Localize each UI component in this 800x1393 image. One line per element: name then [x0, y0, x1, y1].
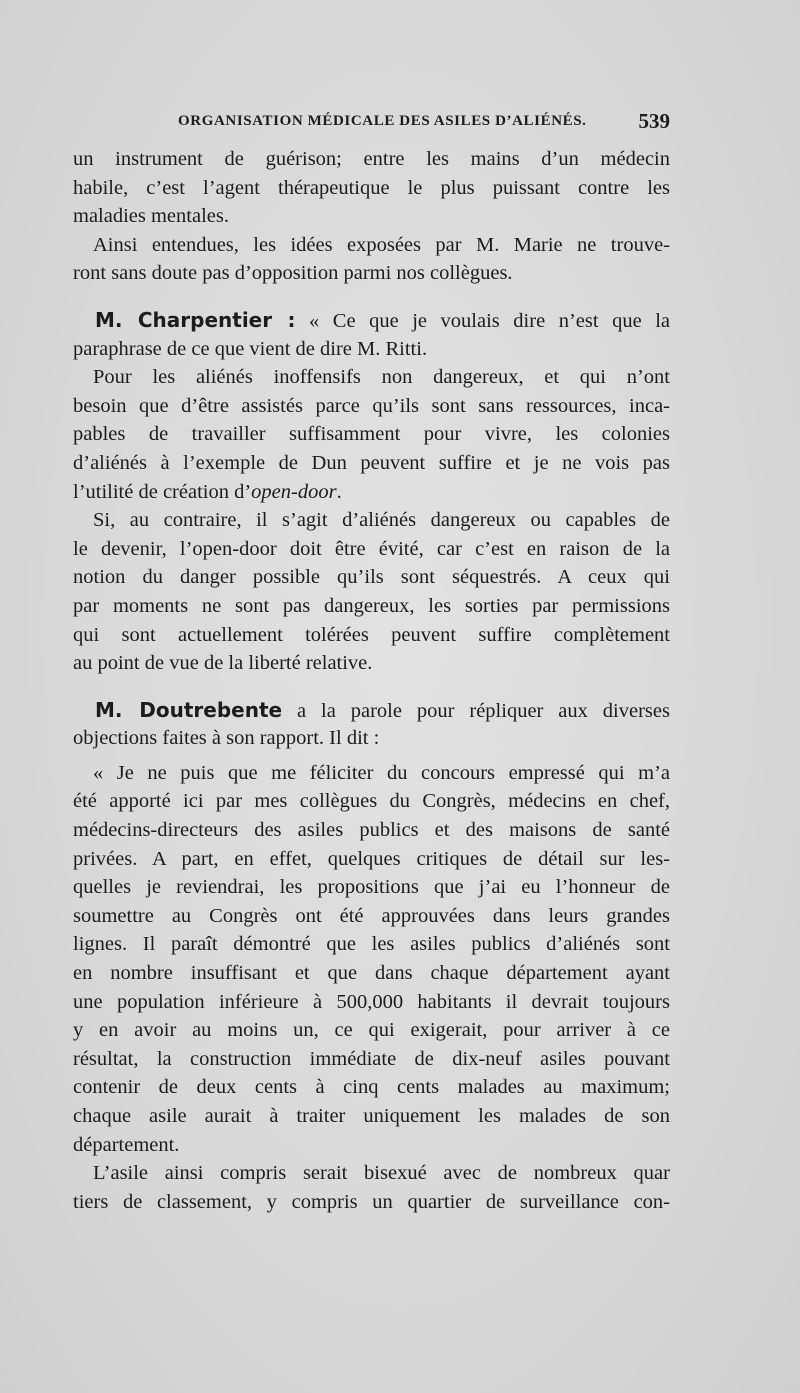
text-line: privées. A part, en effet, quelques critiques de détail sur les-: [73, 847, 670, 870]
paragraph: [73, 145, 670, 231]
text-line: objections faites à son rapport. Il dit :: [73, 727, 380, 750]
line-text: .: [336, 480, 342, 503]
text-line: soumettre au Congrès ont été approuvées dans leurs grandes: [73, 904, 670, 927]
text-line: notion du danger possible qu’ils sont séquestrés. A ceux qui: [73, 566, 670, 589]
paragraph: [73, 759, 670, 1159]
text-line: Pour les aliénés inoffensifs non dangereux, et qui n’ont: [93, 366, 670, 389]
text-line: lignes. Il paraît démontré que les asiles publics d’aliénés sont: [73, 933, 670, 956]
line-text: a la parole pour répliquer aux diverses: [297, 699, 670, 722]
text-line: chaque asile aurait à traiter uniquement les malades de son: [73, 1105, 670, 1127]
section-gap: [73, 678, 670, 696]
text-line: en nombre insuffisant et que dans chaque département ayant: [73, 962, 670, 985]
text-line: [73, 696, 670, 725]
text-line: quelles je reviendrai, les propositions que j’ai eu l’honneur de: [73, 876, 670, 899]
text-line: [73, 306, 670, 335]
paragraph: [73, 1159, 670, 1216]
text-line: d’aliénés à l’exemple de Dun peuvent suffire et je ne vois pas: [73, 451, 670, 474]
speaker-name: M. Charpentier :: [95, 307, 296, 332]
text-line: L’asile ainsi compris serait bisexué avec de nombreux quar: [93, 1162, 670, 1185]
text-line: pables de travailler suffisamment pour vivre, les colonies: [73, 423, 670, 446]
text-line: département.: [73, 1133, 180, 1156]
text-line: ront sans doute pas d’opposition parmi nos collègues.: [73, 262, 513, 285]
text-line: y en avoir au moins un, ce qui exigerait, pour arriver à ce: [73, 1019, 670, 1042]
running-head: [178, 109, 670, 135]
speaker-name: M. Doutrebente: [95, 697, 283, 722]
text-line: un instrument de guérison; entre les mains d’un médecin: [73, 148, 670, 170]
speaker-paragraph-doutrebente: [73, 696, 670, 753]
line-text: « Ce que je voulais dire n’est que la: [309, 309, 671, 332]
text-line: contenir de deux cents à cinq cents malades au maximum;: [73, 1076, 670, 1099]
text-line: « Je ne puis que me féliciter du concours empressé qui m’a: [93, 761, 670, 784]
text-line: une population inférieure à 500,000 habitants il devrait toujours: [73, 990, 670, 1013]
italic-term: open-door: [251, 480, 337, 503]
paragraph: [73, 363, 670, 506]
text-line: le devenir, l’open-door doit être évité, car c’est en raison de la: [73, 537, 670, 560]
text-line: maladies mentales.: [73, 205, 229, 228]
text-line: [73, 478, 670, 507]
text-line: habile, c’est l’agent thérapeutique le plus puissant contre les: [73, 176, 670, 199]
line-text: l’utilité de création d’: [73, 480, 252, 503]
text-line: au point de vue de la liberté relative.: [73, 652, 373, 675]
text-line: médecins-directeurs des asiles publics et des maisons de santé: [73, 819, 670, 842]
paragraph: [73, 231, 670, 288]
text-line: paraphrase de ce que vient de dire M. Ritti.: [73, 337, 428, 360]
body-text: [73, 145, 670, 1216]
speaker-paragraph-charpentier: [73, 306, 670, 363]
text-line: par moments ne sont pas dangereux, les sorties par permissions: [73, 594, 670, 617]
page-number: 539: [638, 109, 670, 133]
section-gap: [73, 288, 670, 306]
text-line: Ainsi entendues, les idées exposées par M. Marie ne trouve-: [93, 233, 670, 256]
paragraph: [73, 506, 670, 678]
running-title: ORGANISATION MÉDICALE DES ASILES D’ALIÉNÉS.: [178, 113, 587, 129]
text-line: résultat, la construction immédiate de dix-neuf asiles pouvant: [73, 1047, 670, 1070]
text-line: besoin que d’être assistés parce qu’ils sont sans ressources, inca-: [73, 394, 670, 417]
text-line: été apporté ici par mes collègues du Congrès, médecins en chef,: [73, 790, 670, 813]
text-line: Si, au contraire, il s’agit d’aliénés dangereux ou capables de: [93, 509, 670, 532]
text-line: qui sont actuellement tolérées peuvent suffire complètement: [73, 623, 670, 646]
text-line: tiers de classement, y compris un quartier de surveillance con-: [73, 1190, 670, 1213]
